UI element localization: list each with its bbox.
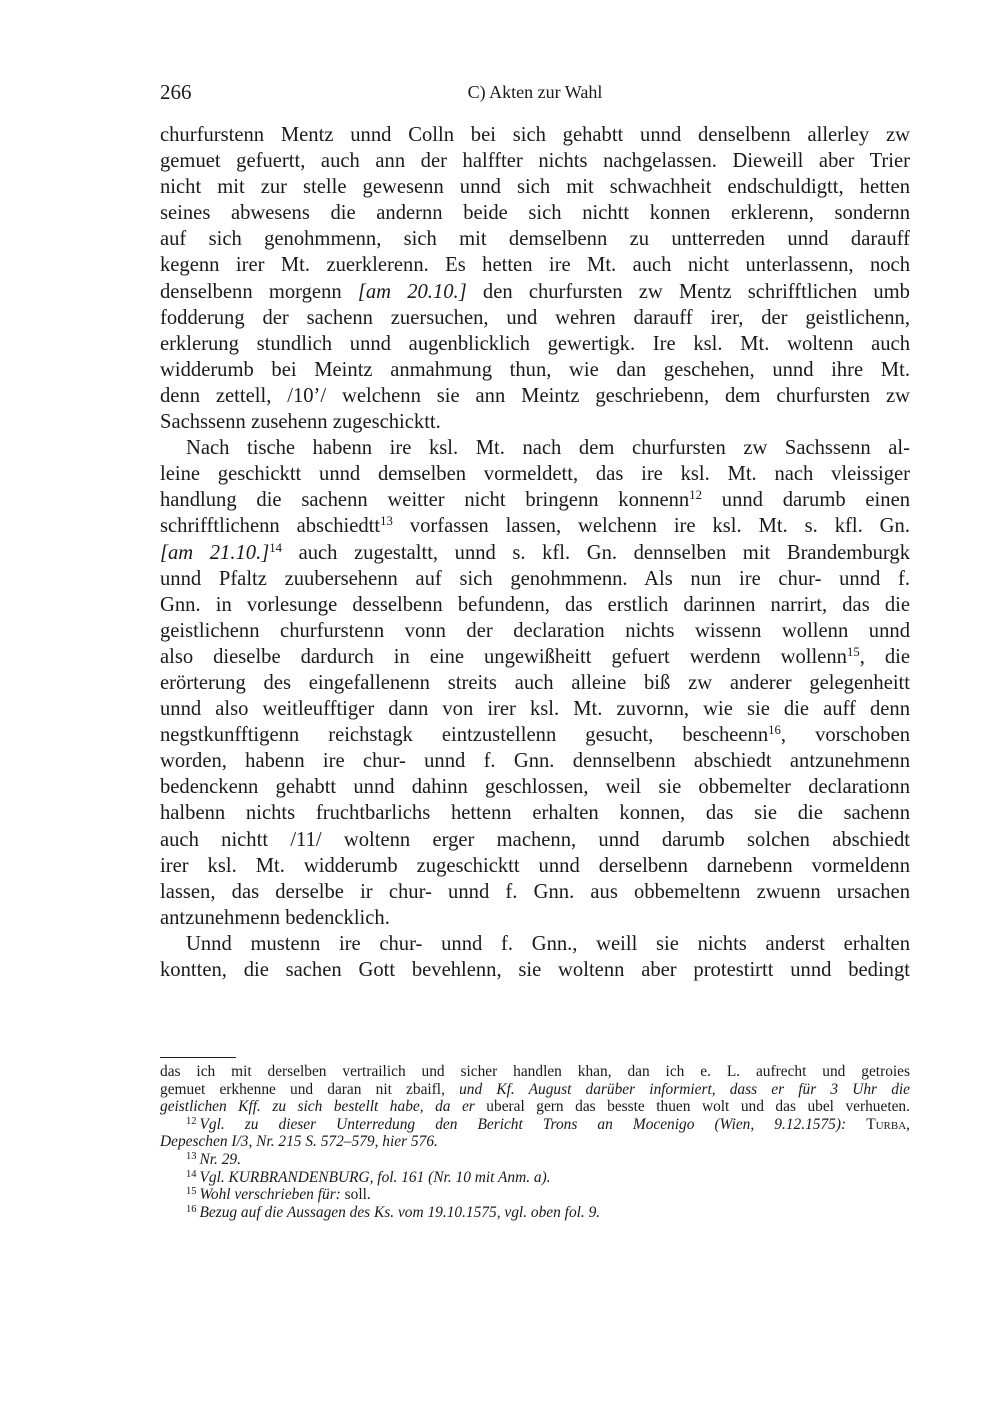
text-line: [160, 722, 910, 748]
footnotes: [160, 1063, 910, 1221]
footnote-number: 14: [186, 1168, 197, 1180]
text-line: [160, 540, 910, 566]
page-number: 266: [160, 80, 192, 104]
text-line: kontten, die sachen Gott bevehlenn, sie woltenn aber protestirtt unnd bedingt: [160, 959, 910, 981]
text-run: auch zugestaltt, unnd s. kfl. Gn. dennselben mit Brandemburgk: [282, 541, 910, 564]
text-line: geistlichenn churfurstenn vonn der declaration nichts wissenn wollenn unnd: [160, 619, 910, 642]
footnote-continuation-line: [160, 1081, 910, 1099]
footnote-text: Bezug auf die Aussagen des Ks. vom 19.10.1575, vgl. oben fol. 9.: [199, 1203, 601, 1221]
text-run: unnd darumb einen: [702, 489, 911, 512]
footnote-number: 13: [186, 1151, 197, 1163]
text-run: schrifftlichenn abschiedtt: [160, 515, 381, 538]
footnote-text: Depeschen I/3, Nr. 215 S. 572–579, hier 576.: [160, 1133, 438, 1151]
footnote-16: [160, 1204, 910, 1222]
footnote-13: [160, 1151, 910, 1169]
text-run: negstkunfftigenn reichstagk eintzustellenn gesucht, bescheenn: [160, 724, 769, 747]
text-line: Unnd mustenn ire chur- unnd f. Gnn., weill sie nichts anderst erhalten: [186, 932, 910, 955]
text-line: erklerung stundlich unnd augenblicklich gewertigk. Ire ksl. Mt. woltenn auch: [160, 332, 910, 355]
footnote-number: 15: [186, 1186, 197, 1198]
text-line: leine geschicktt unnd demselben vormeldett, das ire ksl. Mt. nach vleissiger: [160, 463, 910, 486]
footnote-text: Vgl. KURBRANDENBURG, fol. 161 (Nr. 10 mit Anm. a).: [199, 1168, 551, 1186]
text-line: [160, 644, 910, 670]
footnote-continuation-line: das ich mit derselben vertrailich und sicher handlen khan, dan ich e. L. aufrecht und getroies: [160, 1063, 910, 1080]
text-run: vorfassen lassen, welchenn ire ksl. Mt. s. kfl. Gn.: [392, 515, 910, 538]
text-line: unnd Pfaltz zuubersehenn auf sich genohmmenn. Als nun ire chur- unnd f.: [160, 567, 910, 590]
text-line: [160, 487, 910, 513]
text-line: nicht mit zur stelle gewesenn unnd sich mit schwachheit endschuldigtt, hetten: [160, 176, 910, 199]
footnote-number: 16: [186, 1204, 197, 1216]
text-run: also dieselbe dardurch in eine ungewißheitt gefuert werdenn wollenn: [160, 645, 847, 668]
text-line: churfurstenn Mentz unnd Colln bei sich gehabtt unnd denselbenn allerley zw: [160, 124, 910, 146]
text-line: Sachssenn zusehenn zugeschicktt.: [160, 411, 441, 434]
paragraph: [160, 122, 910, 435]
footnote-15: [160, 1186, 910, 1204]
footnote-number: 12: [186, 1116, 197, 1128]
text-line: worden, habenn ire chur- unnd f. Gnn. dennselbenn abschiedt antzunehmenn: [160, 750, 910, 773]
text-line: widderumb bei Meintz anmahmung thun, wie dan geschehen, unnd ihre Mt.: [160, 358, 910, 381]
text-line: halbenn nichts fruchtbarlichs hettenn erhalten konnen, das sie die sachenn: [160, 802, 910, 825]
footnote-ref[interactable]: 12: [689, 488, 702, 503]
editorial-date: [am 20.10.]: [357, 280, 467, 303]
text-line: bedenckenn gehabtt unnd dahinn geschlossen, weil sie obbemelter declarationn: [160, 776, 910, 799]
editorial-text: und Kf. August darüber informiert, dass er für 3 Uhr die: [459, 1080, 910, 1098]
running-title: C) Akten zur Wahl: [467, 82, 603, 102]
text-line: lassen, das derselbe ir chur- unnd f. Gnn. aus obbemeltenn zwuenn ursachen: [160, 880, 910, 903]
editorial-text: geistlichen Kff. zu sich bestellt habe, da er: [160, 1098, 475, 1116]
text-line: unnd also weitleufftiger dann von irer ksl. Mt. zuvornn, wie sie die auff denn: [160, 698, 910, 721]
footnote-text: Nr. 29.: [199, 1150, 241, 1168]
text-line: irer ksl. Mt. widderumb zugeschicktt unnd derselbenn darnebenn vormeldenn: [160, 854, 910, 877]
text-line: [160, 513, 910, 539]
footnote-12: [160, 1116, 910, 1134]
paragraph: [160, 931, 910, 983]
text-run: denselbenn morgenn: [160, 280, 358, 303]
text-line: fodderung der sachenn zuersuchen, und wehren darauff irer, der geistlichenn,: [160, 306, 910, 329]
footnote-ref[interactable]: 14: [269, 540, 283, 555]
text-run: gemuet erkhenne und daran nit zbaifl,: [160, 1080, 460, 1098]
footnote-text: soll.: [344, 1186, 371, 1204]
footnote-continuation-line: [160, 1098, 910, 1116]
footnote-text: Vgl. zu dieser Unterredung den Bericht Trons an Mocenigo (Wien, 9.12.1575):: [199, 1115, 867, 1133]
text-line: [160, 279, 910, 305]
text-run: den churfursten zw Mentz schrifftlichen umb: [466, 280, 910, 303]
text-line: Nach tische habenn ire ksl. Mt. nach dem churfursten zw Sachssenn al-: [186, 437, 910, 460]
text-line: seines abwesens die andernn beide sich nichtt konnen erklerenn, sondernn: [160, 202, 910, 225]
text-line: kegenn irer Mt. zuerklerenn. Es hetten ire Mt. auch nicht unterlassenn, noch: [160, 254, 910, 277]
text-run: uberal gern das besste thuen wolt und das ubel verhueten.: [474, 1098, 910, 1116]
footnote-separator: [160, 1057, 236, 1058]
text-run: , vorschoben: [780, 724, 911, 747]
text-line: erörterung des eingefallenenn streits auch alleine biß zw anderer gelegenheitt: [160, 671, 910, 694]
footnote-12-cont: [160, 1133, 910, 1151]
author-name: Turba,: [866, 1115, 910, 1133]
footnote-ref[interactable]: 15: [846, 644, 860, 659]
text-run: handlung die sachenn weitter nicht bringenn konnenn: [160, 489, 690, 512]
text-line: Gnn. in vorlesunge desselbenn befundenn, das erstlich darinnen narrirt, das die: [160, 593, 910, 616]
text-line: gemuet gefuertt, auch ann der halffter nichts nachgelassen. Dieweill aber Trier: [160, 150, 910, 173]
text-line: antzunehmenn bedencklich.: [160, 906, 390, 929]
text-line: auf sich genohmmenn, sich mit demselbenn zu untterreden unnd darauff: [160, 228, 910, 251]
paragraph: [160, 435, 910, 931]
text-line: denn zettell, /10’/ welchenn sie ann Meintz geschriebenn, dem churfursten zw: [160, 384, 910, 407]
text-run: , die: [859, 645, 910, 668]
footnote-14: [160, 1169, 910, 1187]
text-line: auch nichtt /11/ woltenn erger machenn, unnd darumb solchen abschiedt: [160, 828, 910, 851]
footnote-ref[interactable]: 13: [380, 514, 393, 529]
editorial-date: [am 21.10.]: [160, 541, 270, 564]
footnote-text: Wohl verschrieben für:: [199, 1186, 345, 1204]
footnote-ref[interactable]: 16: [768, 723, 781, 738]
main-text: [160, 122, 910, 983]
page-header: [160, 80, 910, 108]
